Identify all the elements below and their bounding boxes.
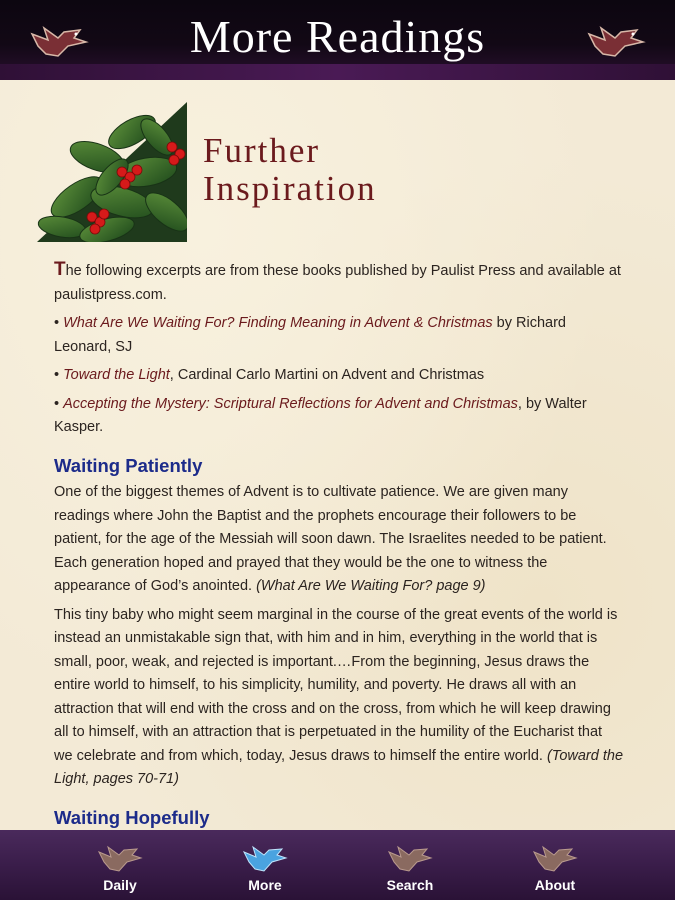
section-paragraph: One of the biggest themes of Advent is to cultivate patience. We are given many readings where John the Baptist and the prophets encourage their followers to be patient, for the age of the Messiah will soon dawn. The Israelites needed to be patient. Each generation hoped and prayed that they would be the one to witness the appearance of God’s anointed. (What Are We Waiting For? page 9) (54, 484, 607, 594)
tab-more[interactable] (215, 830, 315, 900)
book-item: • What Are We Waiting For? Finding Meaning in Advent & Christmas by Richard Leonard, SJ (54, 315, 566, 355)
tab-about[interactable] (505, 830, 605, 900)
tab-label: Daily (103, 877, 137, 893)
tab-label: More (248, 877, 282, 893)
article-body (54, 258, 624, 830)
section-paragraph: This tiny baby who might seem marginal in the course of the great events of the world is instead an unmistakable sign that, with him and in him, everything in the world that is small, poor, weak, and rejected is important.…From the beginning, Jesus draws the entire world to himself, to his simplicity, humility, and poverty. He draws all with an attraction that will end with the cross and on the cross, from which he will keep drawing all to himself, with an attraction that is perpetuated in the humility of the Eucharist that we celebrate and from which, today, Jesus draws to himself the entire world. (Toward the Light, pages 70-71) (54, 606, 624, 787)
intro-paragraph (54, 258, 624, 307)
dove-icon (97, 840, 143, 874)
holly-image (37, 102, 187, 242)
section-title: Waiting Hopefully (54, 806, 210, 828)
tab-label: About (534, 877, 576, 893)
dove-icon (242, 840, 288, 874)
citation: (Toward the Light, pages 70-71) (54, 747, 624, 787)
heading-line-2: Inspiration (203, 169, 377, 208)
drop-cap: T (54, 259, 66, 280)
book-item: • Accepting the Mystery: Scriptural Reflections for Advent and Christmas, by Walter Kasper. (54, 395, 587, 435)
book-title-link[interactable]: Toward the Light (63, 367, 170, 383)
intro-text: he following excerpts are from these books published by Paulist Press and available at paulistpress.com. (54, 263, 621, 303)
page-title: More Readings (189, 11, 486, 62)
section-title: Waiting Patiently (54, 454, 203, 476)
dove-icon (387, 840, 433, 874)
dove-logo-icon (585, 18, 647, 60)
header-bar (0, 0, 675, 80)
tab-search[interactable] (360, 830, 460, 900)
heading-line-1: Further (203, 131, 321, 170)
content-scroll-area[interactable] (0, 80, 675, 830)
citation: (What Are We Waiting For? page 9) (256, 578, 486, 594)
section-heading (203, 132, 377, 208)
dove-icon (532, 840, 578, 874)
tab-label: Search (386, 877, 434, 893)
book-title-link[interactable]: What Are We Waiting For? Finding Meaning in Advent & Christmas (63, 315, 493, 331)
tab-daily[interactable] (70, 830, 170, 900)
book-title-link[interactable]: Accepting the Mystery: Scriptural Reflections for Advent and Christmas (63, 395, 518, 412)
book-item: • Toward the Light, Cardinal Carlo Martini on Advent and Christmas (54, 367, 485, 383)
tab-bar (0, 830, 675, 900)
